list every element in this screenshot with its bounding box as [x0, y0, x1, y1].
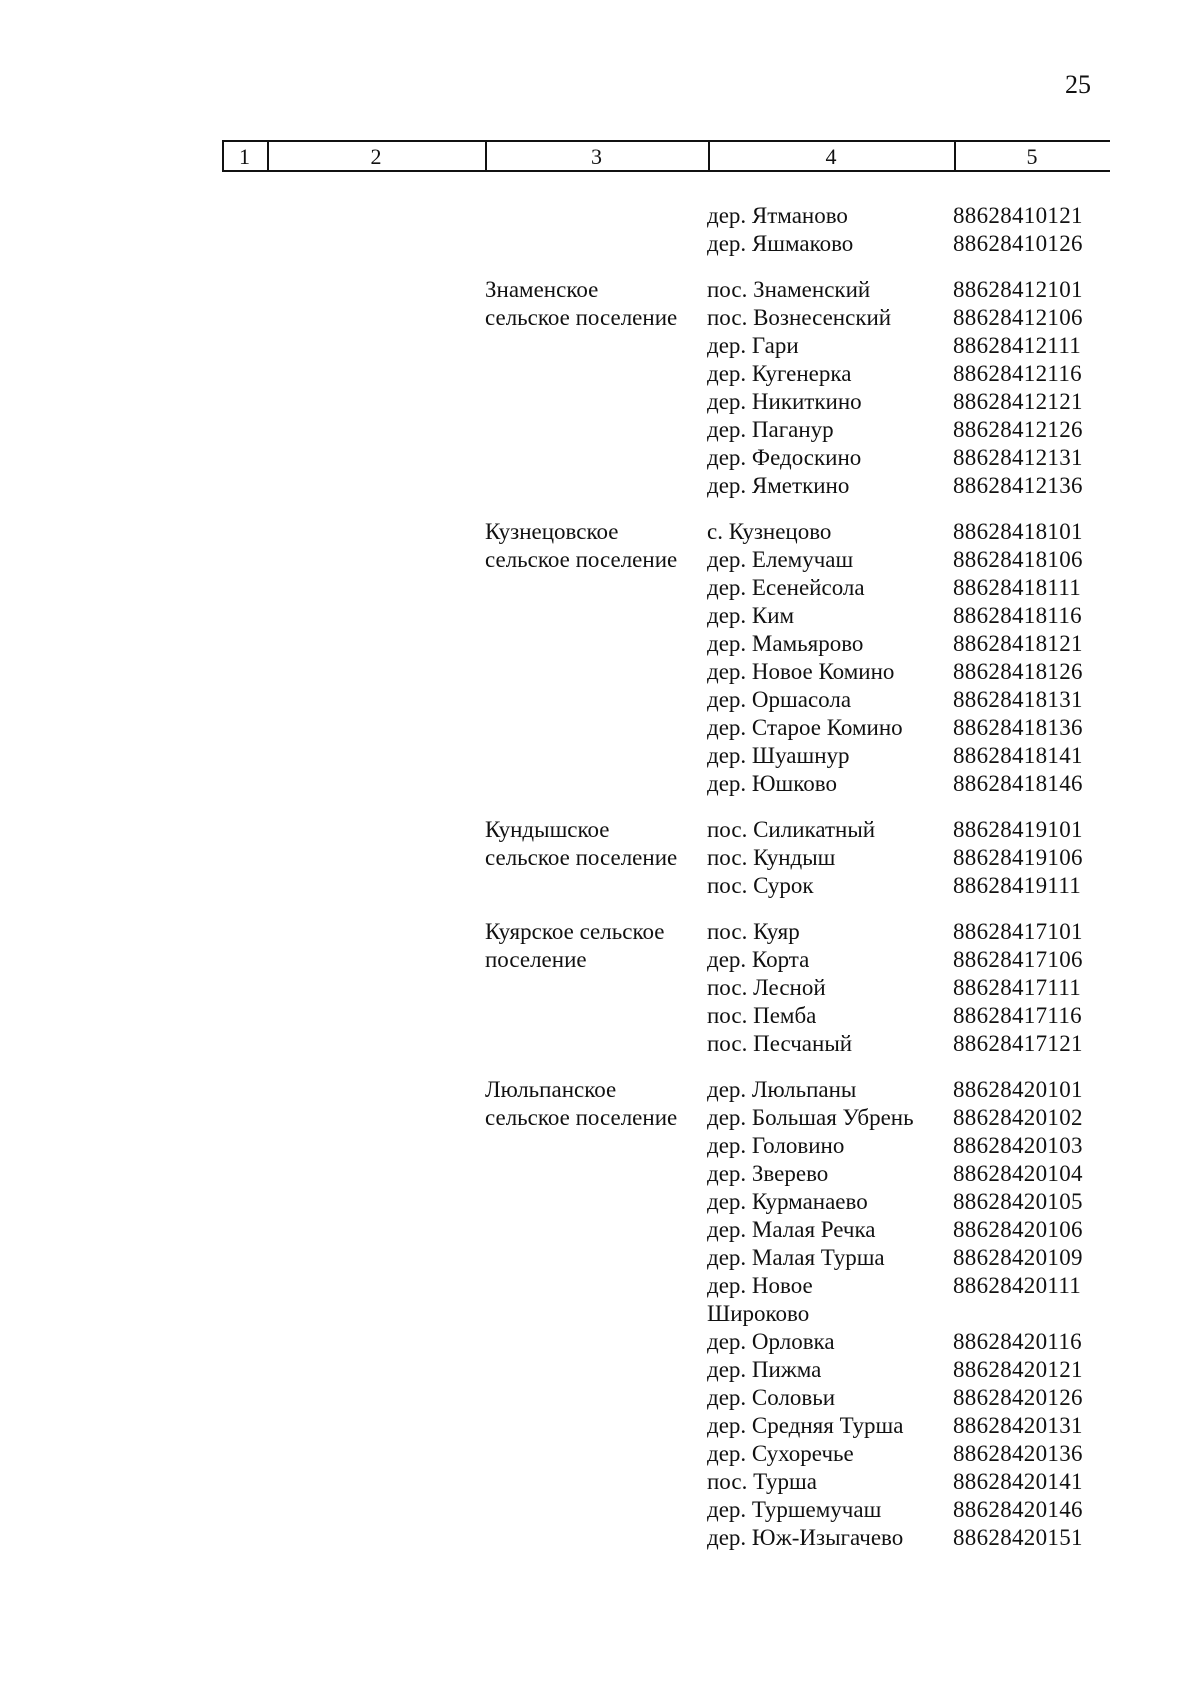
locality-name: пос. Турша — [707, 1469, 817, 1494]
table-row — [707, 1412, 1115, 1440]
phone-code: 88628418146 — [953, 771, 1083, 796]
locality-name: дер. Средняя Турша — [707, 1413, 904, 1438]
phone-code: 88628417116 — [953, 1003, 1082, 1028]
locality-name: дер. Орловка — [707, 1329, 835, 1354]
locality-list — [707, 276, 1115, 500]
phone-code: 88628420146 — [953, 1497, 1083, 1522]
table-row — [707, 816, 1115, 844]
phone-code: 88628420103 — [953, 1133, 1083, 1158]
phone-code: 88628420106 — [953, 1217, 1083, 1242]
locality-name: пос. Вознесенский — [707, 305, 892, 330]
phone-code: 88628418126 — [953, 659, 1083, 684]
table-row — [707, 946, 1115, 974]
column-4-header: 4 — [825, 144, 837, 169]
table-row — [707, 1188, 1115, 1216]
table-row — [707, 1384, 1115, 1412]
table-row — [707, 872, 1115, 900]
phone-code: 88628418141 — [953, 743, 1083, 768]
settlement-name: Куярское сельское поселение — [485, 919, 665, 972]
phone-code: 88628417111 — [953, 975, 1082, 1000]
locality-list — [707, 1076, 1115, 1552]
locality-name: дер. Пижма — [707, 1357, 822, 1382]
table-row — [707, 1216, 1115, 1244]
table-row — [707, 332, 1115, 360]
table-row — [707, 1132, 1115, 1160]
locality-name: дер. Юшково — [707, 771, 837, 796]
column-2-header: 2 — [370, 144, 382, 169]
locality-name: дер. Курманаево — [707, 1189, 868, 1214]
settlement-name — [485, 202, 707, 258]
table-row — [707, 472, 1115, 500]
phone-code: 88628412106 — [953, 305, 1083, 330]
phone-code: 88628420109 — [953, 1245, 1083, 1270]
table-row — [707, 1468, 1115, 1496]
phone-code: 88628412126 — [953, 417, 1083, 442]
locality-name: дер. Яшмаково — [707, 231, 854, 256]
locality-name: дер. Елемучаш — [707, 547, 854, 572]
table-row — [707, 360, 1115, 388]
locality-name: пос. Силикатный — [707, 817, 876, 842]
table-row — [707, 276, 1115, 304]
phone-code: 88628418111 — [953, 575, 1082, 600]
phone-code: 88628418136 — [953, 715, 1083, 740]
locality-name: пос. Пемба — [707, 1003, 817, 1028]
locality-name: дер. Малая Турша — [707, 1245, 885, 1270]
locality-list — [707, 202, 1115, 258]
table-row — [707, 1356, 1115, 1384]
phone-code: 88628419101 — [953, 817, 1083, 842]
phone-code: 88628418106 — [953, 547, 1083, 572]
table-row — [707, 1496, 1115, 1524]
table-row — [707, 658, 1115, 686]
locality-name: дер. Люльпаны — [707, 1077, 857, 1102]
phone-code: 88628418116 — [953, 603, 1082, 628]
phone-code: 88628417121 — [953, 1031, 1083, 1056]
settlement-group — [485, 202, 1115, 258]
phone-code: 88628419111 — [953, 873, 1082, 898]
locality-name: пос. Песчаный — [707, 1031, 853, 1056]
settlement-name: Кундышское сельское поселение — [485, 817, 678, 870]
column-1-header: 1 — [239, 144, 250, 169]
locality-name: дер. Корта — [707, 947, 810, 972]
locality-list — [707, 518, 1115, 798]
settlement-group — [485, 276, 1115, 500]
phone-code: 88628410126 — [953, 231, 1083, 256]
phone-code: 88628418101 — [953, 519, 1083, 544]
settlement-name: Кузнецовское сельское поселение — [485, 519, 678, 572]
table-row — [707, 714, 1115, 742]
locality-name: пос. Куяр — [707, 919, 800, 944]
locality-name: дер. Малая Речка — [707, 1217, 876, 1242]
settlement-group — [485, 816, 1115, 900]
phone-code: 88628420101 — [953, 1077, 1083, 1102]
column-3-header: 3 — [591, 144, 602, 169]
table-row — [707, 546, 1115, 574]
table-row — [707, 1076, 1115, 1104]
phone-code: 88628420121 — [953, 1357, 1083, 1382]
phone-code: 88628412111 — [953, 333, 1082, 358]
table-row — [707, 1328, 1115, 1356]
locality-name: дер. Есенейсола — [707, 575, 865, 600]
locality-name: дер. Соловьи — [707, 1385, 836, 1410]
table-row — [707, 686, 1115, 714]
locality-name: дер. Туршемучаш — [707, 1497, 882, 1522]
settlement-name: Знаменское сельское поселение — [485, 277, 678, 330]
locality-name: дер. Никиткино — [707, 389, 862, 414]
phone-code: 88628412136 — [953, 473, 1083, 498]
locality-name: дер. Юж-Изыгачево — [707, 1525, 904, 1550]
table-row — [707, 602, 1115, 630]
locality-name: дер. Федоскино — [707, 445, 862, 470]
settlement-group — [485, 918, 1115, 1058]
phone-code: 88628420136 — [953, 1441, 1083, 1466]
table-row — [707, 202, 1115, 230]
table-row — [707, 844, 1115, 872]
locality-name: с. Кузнецово — [707, 519, 832, 544]
locality-name: дер. Сухоречье — [707, 1441, 854, 1466]
locality-name: дер. Оршасола — [707, 687, 852, 712]
phone-code: 88628420126 — [953, 1385, 1083, 1410]
phone-code: 88628412116 — [953, 361, 1082, 386]
table-row — [707, 630, 1115, 658]
page-number: 25 — [1065, 70, 1091, 99]
table-row — [707, 1002, 1115, 1030]
locality-name: пос. Лесной — [707, 975, 826, 1000]
locality-name: дер. Гари — [707, 333, 799, 358]
locality-list — [707, 816, 1115, 900]
locality-name: пос. Сурок — [707, 873, 814, 898]
locality-name: пос. Знаменский — [707, 277, 871, 302]
locality-name: пос. Кундыш — [707, 845, 836, 870]
column-5-header: 5 — [1026, 144, 1038, 169]
phone-code: 88628420102 — [953, 1105, 1083, 1130]
locality-name: дер. Старое Комино — [707, 715, 903, 740]
phone-code: 88628420111 — [953, 1273, 1082, 1298]
table-row — [707, 1160, 1115, 1188]
locality-list — [707, 918, 1115, 1058]
phone-code: 88628420141 — [953, 1469, 1083, 1494]
table-row — [707, 574, 1115, 602]
locality-name: дер. Головино — [707, 1133, 845, 1158]
phone-code: 88628420116 — [953, 1329, 1082, 1354]
settlement-name: Люльпанское сельское поселение — [485, 1077, 678, 1130]
locality-name: дер. Зверево — [707, 1161, 829, 1186]
table-row — [707, 1244, 1115, 1272]
locality-name: дер. Яметкино — [707, 473, 850, 498]
table-row — [707, 974, 1115, 1002]
phone-code: 88628420131 — [953, 1413, 1083, 1438]
table-row — [707, 304, 1115, 332]
locality-name: дер. Мамьярово — [707, 631, 864, 656]
settlement-group — [485, 1076, 1115, 1552]
phone-code: 88628418131 — [953, 687, 1083, 712]
settlements-table-body — [485, 202, 1115, 1570]
table-row — [707, 1524, 1115, 1552]
table-row — [707, 742, 1115, 770]
locality-name: дер. Шуашнур — [707, 743, 850, 768]
locality-name: дер. Большая Убрень — [707, 1105, 914, 1130]
locality-name: дер. Ким — [707, 603, 795, 628]
settlement-group — [485, 518, 1115, 798]
locality-name: дер. Новое Широково — [707, 1273, 813, 1326]
phone-code: 88628417101 — [953, 919, 1083, 944]
locality-name: дер. Кугенерка — [707, 361, 852, 386]
table-row — [707, 1440, 1115, 1468]
phone-code: 88628418121 — [953, 631, 1083, 656]
table-row — [707, 518, 1115, 546]
table-row — [707, 770, 1115, 798]
phone-code: 88628412131 — [953, 445, 1083, 470]
table-row — [707, 230, 1115, 258]
locality-name: дер. Паганур — [707, 417, 834, 442]
table-row — [707, 918, 1115, 946]
table-row — [707, 1104, 1115, 1132]
locality-name: дер. Ятманово — [707, 203, 848, 228]
phone-code: 88628417106 — [953, 947, 1083, 972]
locality-name: дер. Новое Комино — [707, 659, 895, 684]
table-column-header — [222, 140, 1110, 172]
phone-code: 88628420105 — [953, 1189, 1083, 1214]
phone-code: 88628412121 — [953, 389, 1083, 414]
table-row — [707, 416, 1115, 444]
table-row — [707, 444, 1115, 472]
phone-code: 88628412101 — [953, 277, 1083, 302]
phone-code: 88628410121 — [953, 203, 1083, 228]
phone-code: 88628420104 — [953, 1161, 1083, 1186]
table-row — [707, 1272, 1115, 1328]
table-row — [707, 388, 1115, 416]
phone-code: 88628420151 — [953, 1525, 1083, 1550]
table-row — [707, 1030, 1115, 1058]
phone-code: 88628419106 — [953, 845, 1083, 870]
